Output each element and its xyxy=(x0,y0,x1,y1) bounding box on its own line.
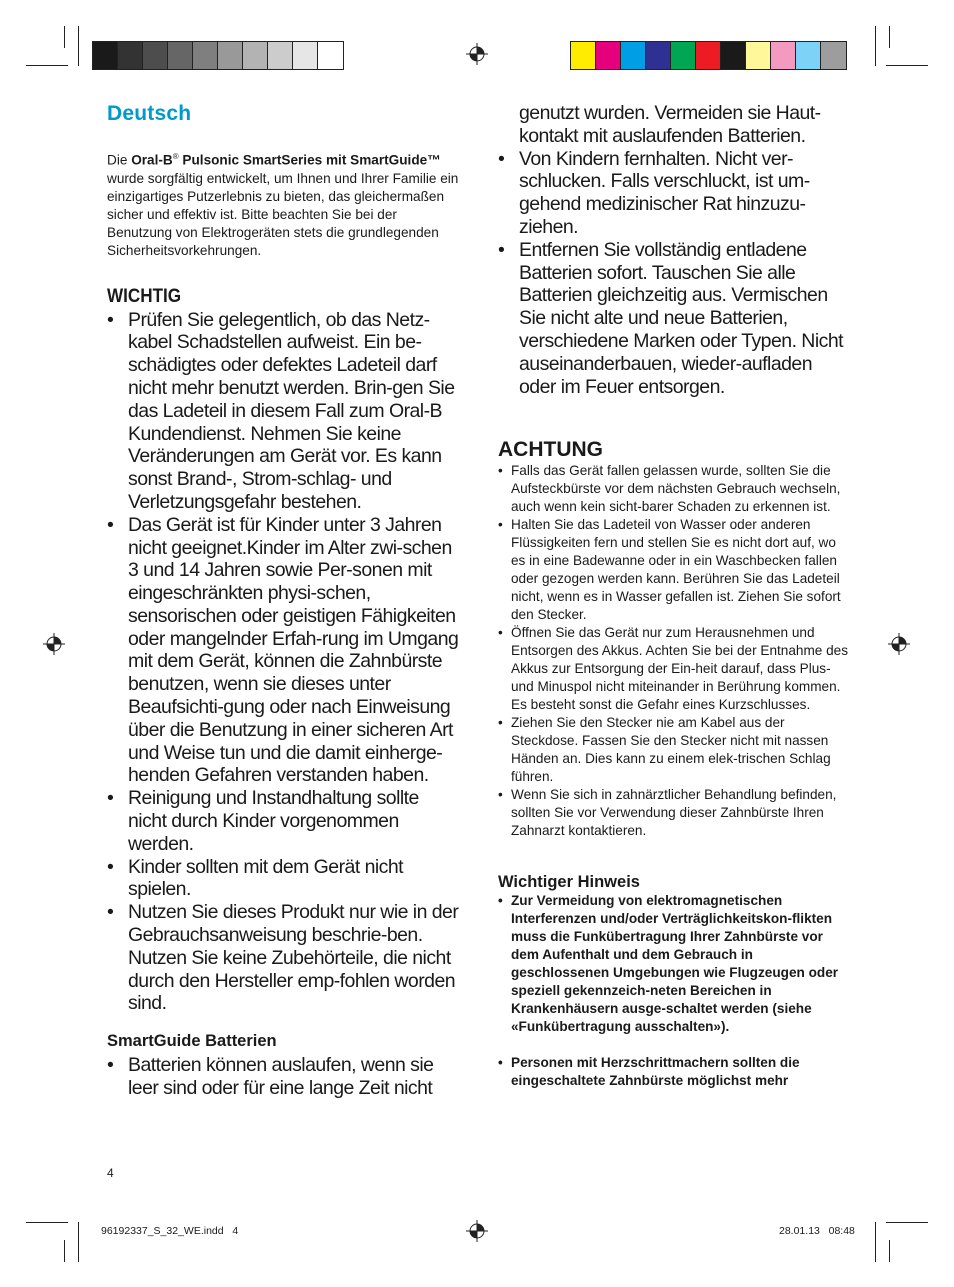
color-swatch xyxy=(293,42,318,69)
footer-filename: 96192337_S_32_WE.indd 4 xyxy=(101,1225,239,1237)
color-swatch xyxy=(318,42,343,69)
color-swatch xyxy=(771,42,796,69)
list-item-continuation: genutzt wurden. Vermeiden sie Haut-kontakt mit auslaufenden Batterien. xyxy=(519,102,821,147)
color-swatch xyxy=(596,42,621,69)
list-item: • Nutzen Sie dieses Produkt nur wie in der Gebrauchsanweisung beschrie-ben. Nutzen Sie keine Zubehörteile, die nicht durch den Hersteller emp-fohlen worden sind. xyxy=(107,901,459,1015)
color-swatch xyxy=(696,42,721,69)
registration-mark-icon xyxy=(466,1220,488,1242)
list-item: • Batterien können auslaufen, wenn sie leer sind oder für eine lange Zeit nicht xyxy=(107,1054,459,1100)
color-swatch xyxy=(746,42,771,69)
list-item: • Ziehen Sie den Stecker nie am Kabel aus der Steckdose. Fassen Sie den Stecker nicht mit nassen Händen an. Dies kann zu einem elek-trischen Schlag führen. xyxy=(498,714,850,786)
crop-mark xyxy=(875,1222,876,1262)
list-item: • Halten Sie das Ladeteil von Wasser oder anderen Flüssigkeiten fern und stellen Sie es nicht dort auf, wo es in eine Badewanne oder in ein Waschbecken fallen oder gezogen werden kann. Berühren Sie das Ladeteil nicht, wenn es in Wasser gefallen ist. Ziehen Sie sofort den Stecker. xyxy=(498,516,850,624)
list-item: • Das Gerät ist für Kinder unter 3 Jahren nicht geeignet.Kinder im Alter zwi-schen 3 und 14 Jahren sowie Per-sonen mit eingeschränkten physi-schen, sensorischen oder geistigen Fähigkeiten oder mangelnder Erfah-rung im Umgang mit dem Gerät, können die Zahnbürste benutzen, wenn sie dieses unter Beaufsichti-gung oder nach Einweisung über die Benutzung in einer sicheren Art und Weise tun und die damit einherge-henden Gefahren verstanden haben. xyxy=(107,514,459,788)
crop-mark xyxy=(26,65,68,66)
list-item: • Falls das Gerät fallen gelassen wurde, sollten Sie die Aufsteckbürste vor dem nächsten Gebrauch wechseln, auch wenn kein sicht-barer Schaden zu erkennen ist. xyxy=(498,462,850,516)
registration-mark-icon xyxy=(888,633,910,655)
color-swatch xyxy=(243,42,268,69)
wichtig-list xyxy=(107,309,459,1016)
smartguide-list xyxy=(107,1054,459,1100)
color-swatch xyxy=(646,42,671,69)
crop-mark xyxy=(64,26,65,48)
color-swatch xyxy=(218,42,243,69)
smartguide-heading: SmartGuide Batterien xyxy=(107,1032,277,1051)
registration-mark-icon xyxy=(466,43,488,65)
color-swatch xyxy=(268,42,293,69)
list-item: • Zur Vermeidung von elektromagnetischen Interferenzen und/oder Verträglichkeitskon-flikten muss die Funkübertragung Ihrer Zahnbürste vor dem Aufenthalt und dem Gebrauch in geschlossenen Umgebungen wie Flugzeugen oder speziell gekennzeich-neten Bereichen in Krankenhäusern ausge-schaltet werden (siehe «Funkübertragung ausschalten»). xyxy=(498,892,850,1036)
list-item: • Kinder sollten mit dem Gerät nicht spielen. xyxy=(107,856,459,902)
process-color-bar xyxy=(570,41,847,70)
achtung-list xyxy=(498,462,850,840)
crop-mark xyxy=(78,26,79,66)
color-swatch xyxy=(721,42,746,69)
hinweis-list xyxy=(498,892,850,1090)
intro-brand: Oral-B xyxy=(131,152,173,168)
crop-mark xyxy=(78,1222,79,1262)
language-title: Deutsch xyxy=(107,102,192,125)
crop-mark xyxy=(889,1240,890,1262)
color-swatch xyxy=(671,42,696,69)
color-swatch xyxy=(796,42,821,69)
list-item: • Prüfen Sie gelegentlich, ob das Netz-kabel Schadstellen aufweist. Ein be-schädigtes oder defektes Ladeteil darf nicht mehr benutzt werden. Brin-gen Sie das Ladeteil in diesem Fall zum Oral-B Kundendienst. Nehmen Sie keine Veränderungen am Gerät vor. Es kann sonst Brand-, Strom-schlag- und Verletzungsgefahr bestehen. xyxy=(107,309,459,514)
color-swatch xyxy=(193,42,218,69)
intro-registered-mark: ® xyxy=(172,152,179,161)
wichtig-heading: WICHTIG xyxy=(107,285,182,307)
intro-rest: wurde sorgfältig entwickelt, um Ihnen und Ihrer Familie ein einzigartiges Putzerlebnis zu bieten, das gleichermaßen sicher und effektiv ist. Bitte beachten Sie bei der Benutzung von Elektrogeräten stets die grundlegenden Sicherheitsvorkehrungen. xyxy=(107,170,459,258)
color-swatch xyxy=(821,42,846,69)
color-swatch xyxy=(118,42,143,69)
list-item: • Entfernen Sie vollständig entladene Batterien sofort. Tauschen Sie alle Batterien gleichzeitig aus. Vermischen Sie nicht alte und neue Batterien, verschiedene Marken oder Typen. Nicht auseinanderbauen, wieder-aufladen oder im Feuer entsorgen. xyxy=(498,239,850,399)
crop-mark xyxy=(886,1222,928,1223)
intro-pre: Die xyxy=(107,152,132,168)
grayscale-color-bar xyxy=(92,41,344,70)
battery-list xyxy=(498,102,850,398)
page-number: 4 xyxy=(107,1166,114,1180)
color-swatch xyxy=(571,42,596,69)
list-item: • Personen mit Herzschrittmachern sollten die eingeschaltete Zahnbürste möglichst mehr xyxy=(498,1054,850,1090)
right-column xyxy=(498,102,850,1090)
intro-paragraph xyxy=(107,148,459,260)
crop-mark xyxy=(875,26,876,66)
hinweis-heading: Wichtiger Hinweis xyxy=(498,873,640,892)
footer-date: 28.01.13 08:48 xyxy=(779,1225,855,1237)
crop-mark xyxy=(886,65,928,66)
color-swatch xyxy=(143,42,168,69)
color-swatch xyxy=(168,42,193,69)
crop-mark xyxy=(64,1240,65,1262)
crop-mark xyxy=(889,26,890,48)
left-column xyxy=(107,102,459,1100)
intro-product: Pulsonic SmartSeries mit SmartGuide™ xyxy=(178,152,441,168)
list-item: • Öffnen Sie das Gerät nur zum Herausnehmen und Entsorgen des Akkus. Achten Sie bei der Entnahme des Akkus zur Entsorgung der Ein-heit darauf, dass Plus- und Minuspol nicht miteinander in Berührung kommen. Es besteht sonst die Gefahr eines Kurzschlusses. xyxy=(498,624,850,714)
registration-mark-icon xyxy=(43,633,65,655)
list-item: • Von Kindern fernhalten. Nicht ver-schlucken. Falls verschluckt, ist um-gehend medizinischer Rat hinzuzu-ziehen. xyxy=(498,148,850,239)
color-swatch xyxy=(93,42,118,69)
list-item: • Wenn Sie sich in zahnärztlicher Behandlung befinden, sollten Sie vor Verwendung dieser Zahnbürste Ihren Zahnarzt kontaktieren. xyxy=(498,786,850,840)
color-swatch xyxy=(621,42,646,69)
list-item: • Reinigung und Instandhaltung sollte nicht durch Kinder vorgenommen werden. xyxy=(107,787,459,855)
crop-mark xyxy=(26,1222,68,1223)
achtung-heading: ACHTUNG xyxy=(498,438,603,462)
